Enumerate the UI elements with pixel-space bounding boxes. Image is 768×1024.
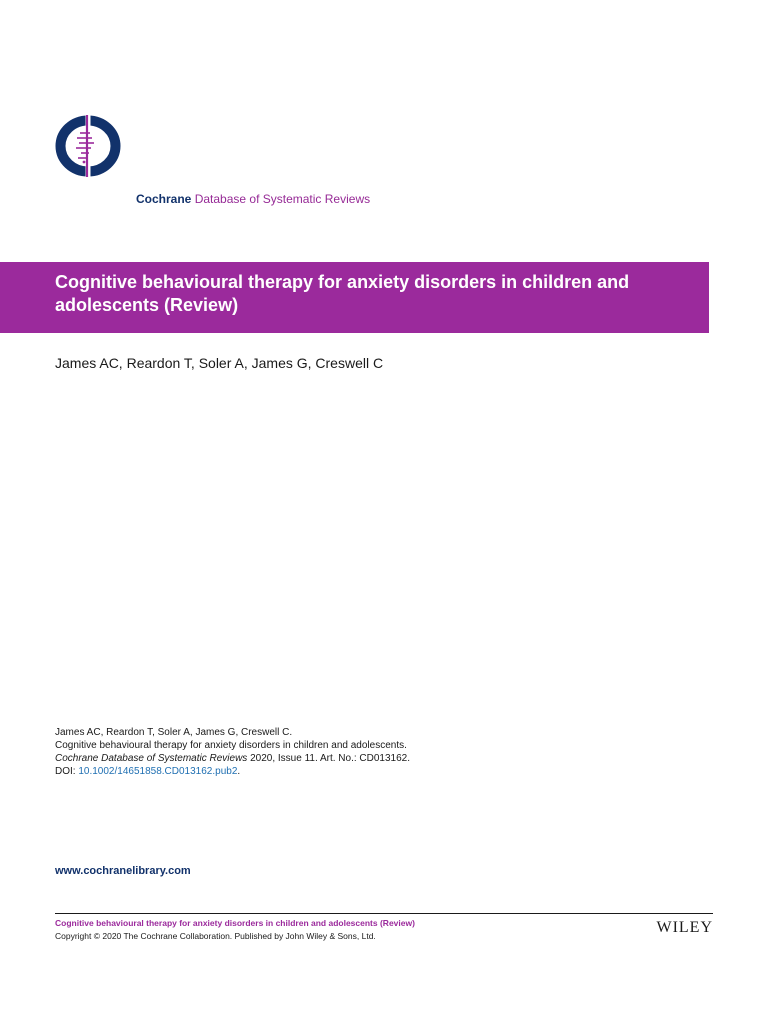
website-link[interactable]: www.cochranelibrary.com (55, 865, 191, 877)
wiley-logo: WILEY (656, 919, 713, 936)
review-authors: James AC, Reardon T, Soler A, James G, Creswell C (55, 355, 384, 371)
brand-name: Cochrane (136, 192, 192, 206)
footer-copyright: Copyright © 2020 The Cochrane Collaboration. Published by John Wiley & Sons, Ltd. (55, 931, 376, 941)
doi-link[interactable]: 10.1002/14651858.CD013162.pub2 (78, 766, 238, 777)
doi-label: DOI: (55, 766, 79, 777)
doi-suffix: . (237, 766, 241, 777)
citation-source (55, 752, 410, 765)
brand-header (136, 192, 370, 207)
cochrane-logo-icon (54, 114, 122, 178)
footer-title: Cognitive behavioural therapy for anxiety disorders in children and adolescents (Review) (55, 918, 415, 928)
citation-doi (55, 765, 410, 778)
brand-database-name: Database of Systematic Reviews (194, 192, 371, 206)
citation-title: Cognitive behavioural therapy for anxiety disorders in children and adolescents. (55, 740, 407, 751)
citation-journal: Cochrane Database of Systematic Reviews (55, 753, 248, 764)
citation-block (55, 726, 410, 778)
citation-authors: James AC, Reardon T, Soler A, James G, Creswell C. (55, 727, 293, 738)
review-title: Cognitive behavioural therapy for anxiety disorders in children and adolescents (Review) (55, 272, 630, 315)
citation-issue: 2020, Issue 11. Art. No.: CD013162. (247, 753, 411, 764)
footer-divider (55, 913, 713, 914)
